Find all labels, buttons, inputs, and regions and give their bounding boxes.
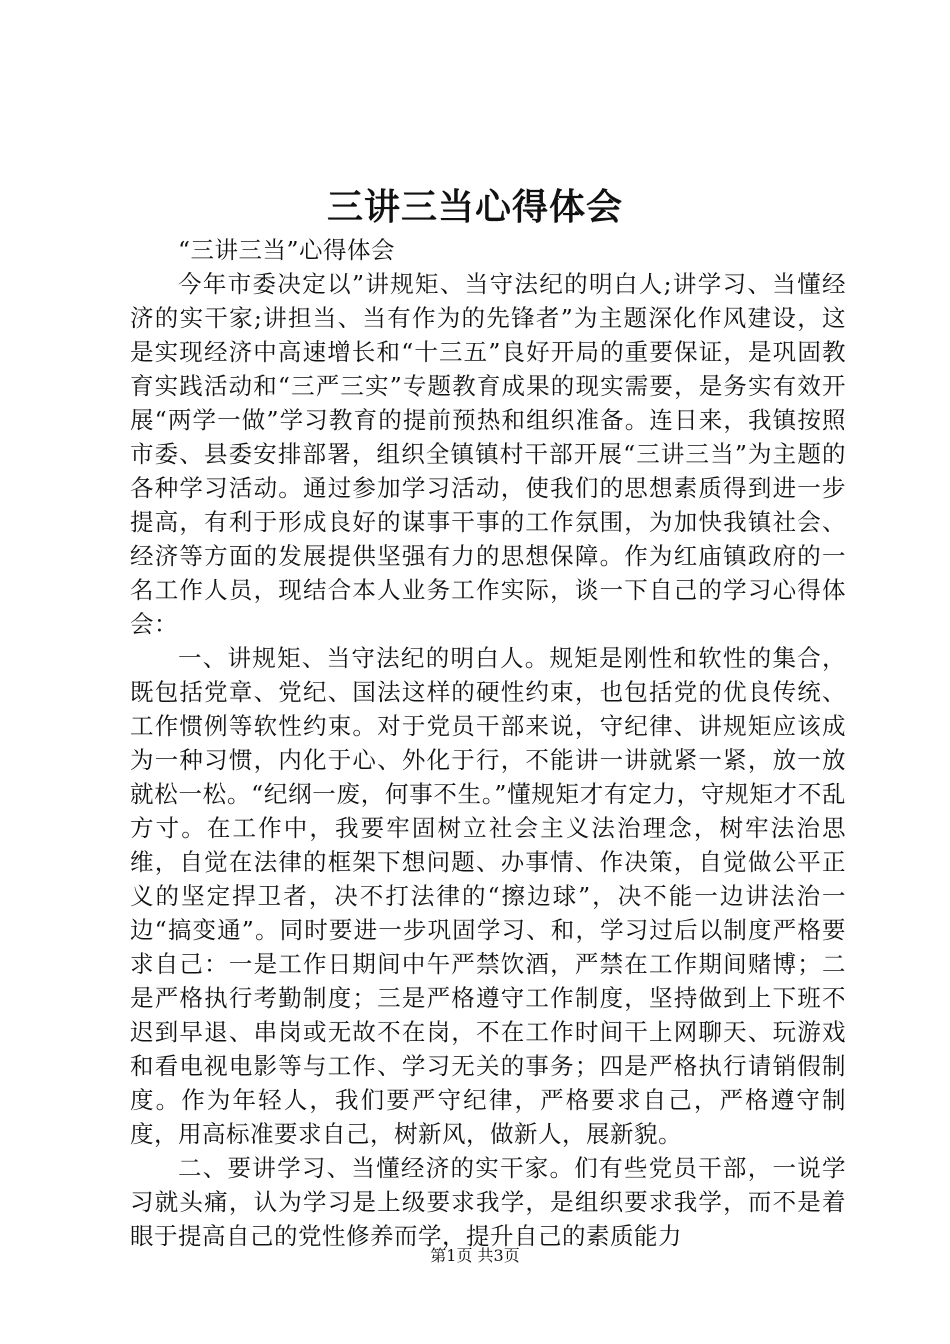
paragraph-intro: 今年市委决定以”讲规矩、当守法纪的明白人;讲学习、当懂经济的实干家;讲担当、当有作为的先锋者”为主题深化作风建设，这是实现经济中高速增长和“十三五”良好开局的重要保证，是巩固教育实践活动和“三严三实”专题教育成果的现实需要，是务实有效开展“两学一做”学习教育的提前预热和组织准备。连日来，我镇按照市委、县委安排部署，组织全镇镇村干部开展“三讲三当”为主题的各种学习活动。通过参加学习活动，使我们的思想素质得到进一步提高，有利于形成良好的谋事干事的工作氛围，为加快我镇社会、经济等方面的发展提供坚强有力的思想保障。作为红庙镇政府的一名工作人员，现结合本人业务工作实际，谈一下自己的学习心得体会：: [130, 270, 846, 638]
document-subtitle: “三讲三当”心得体会: [178, 236, 396, 264]
paragraph-section-one: 一、讲规矩、当守法纪的明白人。规矩是刚性和软性的集合，既包括党章、党纪、国法这样的硬性约束，也包括党的优良传统、工作惯例等软性约束。对于党员干部来说，守纪律、讲规矩应该成为一种习惯，内化于心、外化于行，不能讲一讲就紧一紧，放一放就松一松。“纪纲一废，何事不生。”懂规矩才有定力，守规矩才不乱方寸。在工作中，我要牢固树立社会主义法治理念，树牢法治思维，自觉在法律的框架下想问题、办事情、作决策，自觉做公平正义的坚定捍卫者，决不打法律的“擦边球”，决不能一边讲法治一边“搞变通”。同时要进一步巩固学习、和，学习过后以制度严格要求自己：一是工作日期间中午严禁饮酒，严禁在工作期间赌博；二是严格执行考勤制度；三是严格遵守工作制度，坚持做到上下班不迟到早退、串岗或无故不在岗，不在工作时间干上网聊天、玩游戏和看电视电影等与工作、学习无关的事务；四是严格执行请销假制度。作为年轻人，我们要严守纪律，严格要求自己，严格遵守制度，用高标准要求自己，树新风，做新人，展新貌。: [130, 644, 846, 1148]
paragraph-section-two: 二、要讲学习、当懂经济的实干家。们有些党员干部，一说学习就头痛，认为学习是上级要求我学，是组织要求我学，而不是着眼于提高自己的党性修养而学，提升自己的素质能力: [130, 1154, 846, 1250]
document-body: [130, 233, 846, 1253]
document-title: 三讲三当心得体会: [326, 186, 623, 228]
page-footer: 第1页 共3页: [430, 1246, 520, 1265]
